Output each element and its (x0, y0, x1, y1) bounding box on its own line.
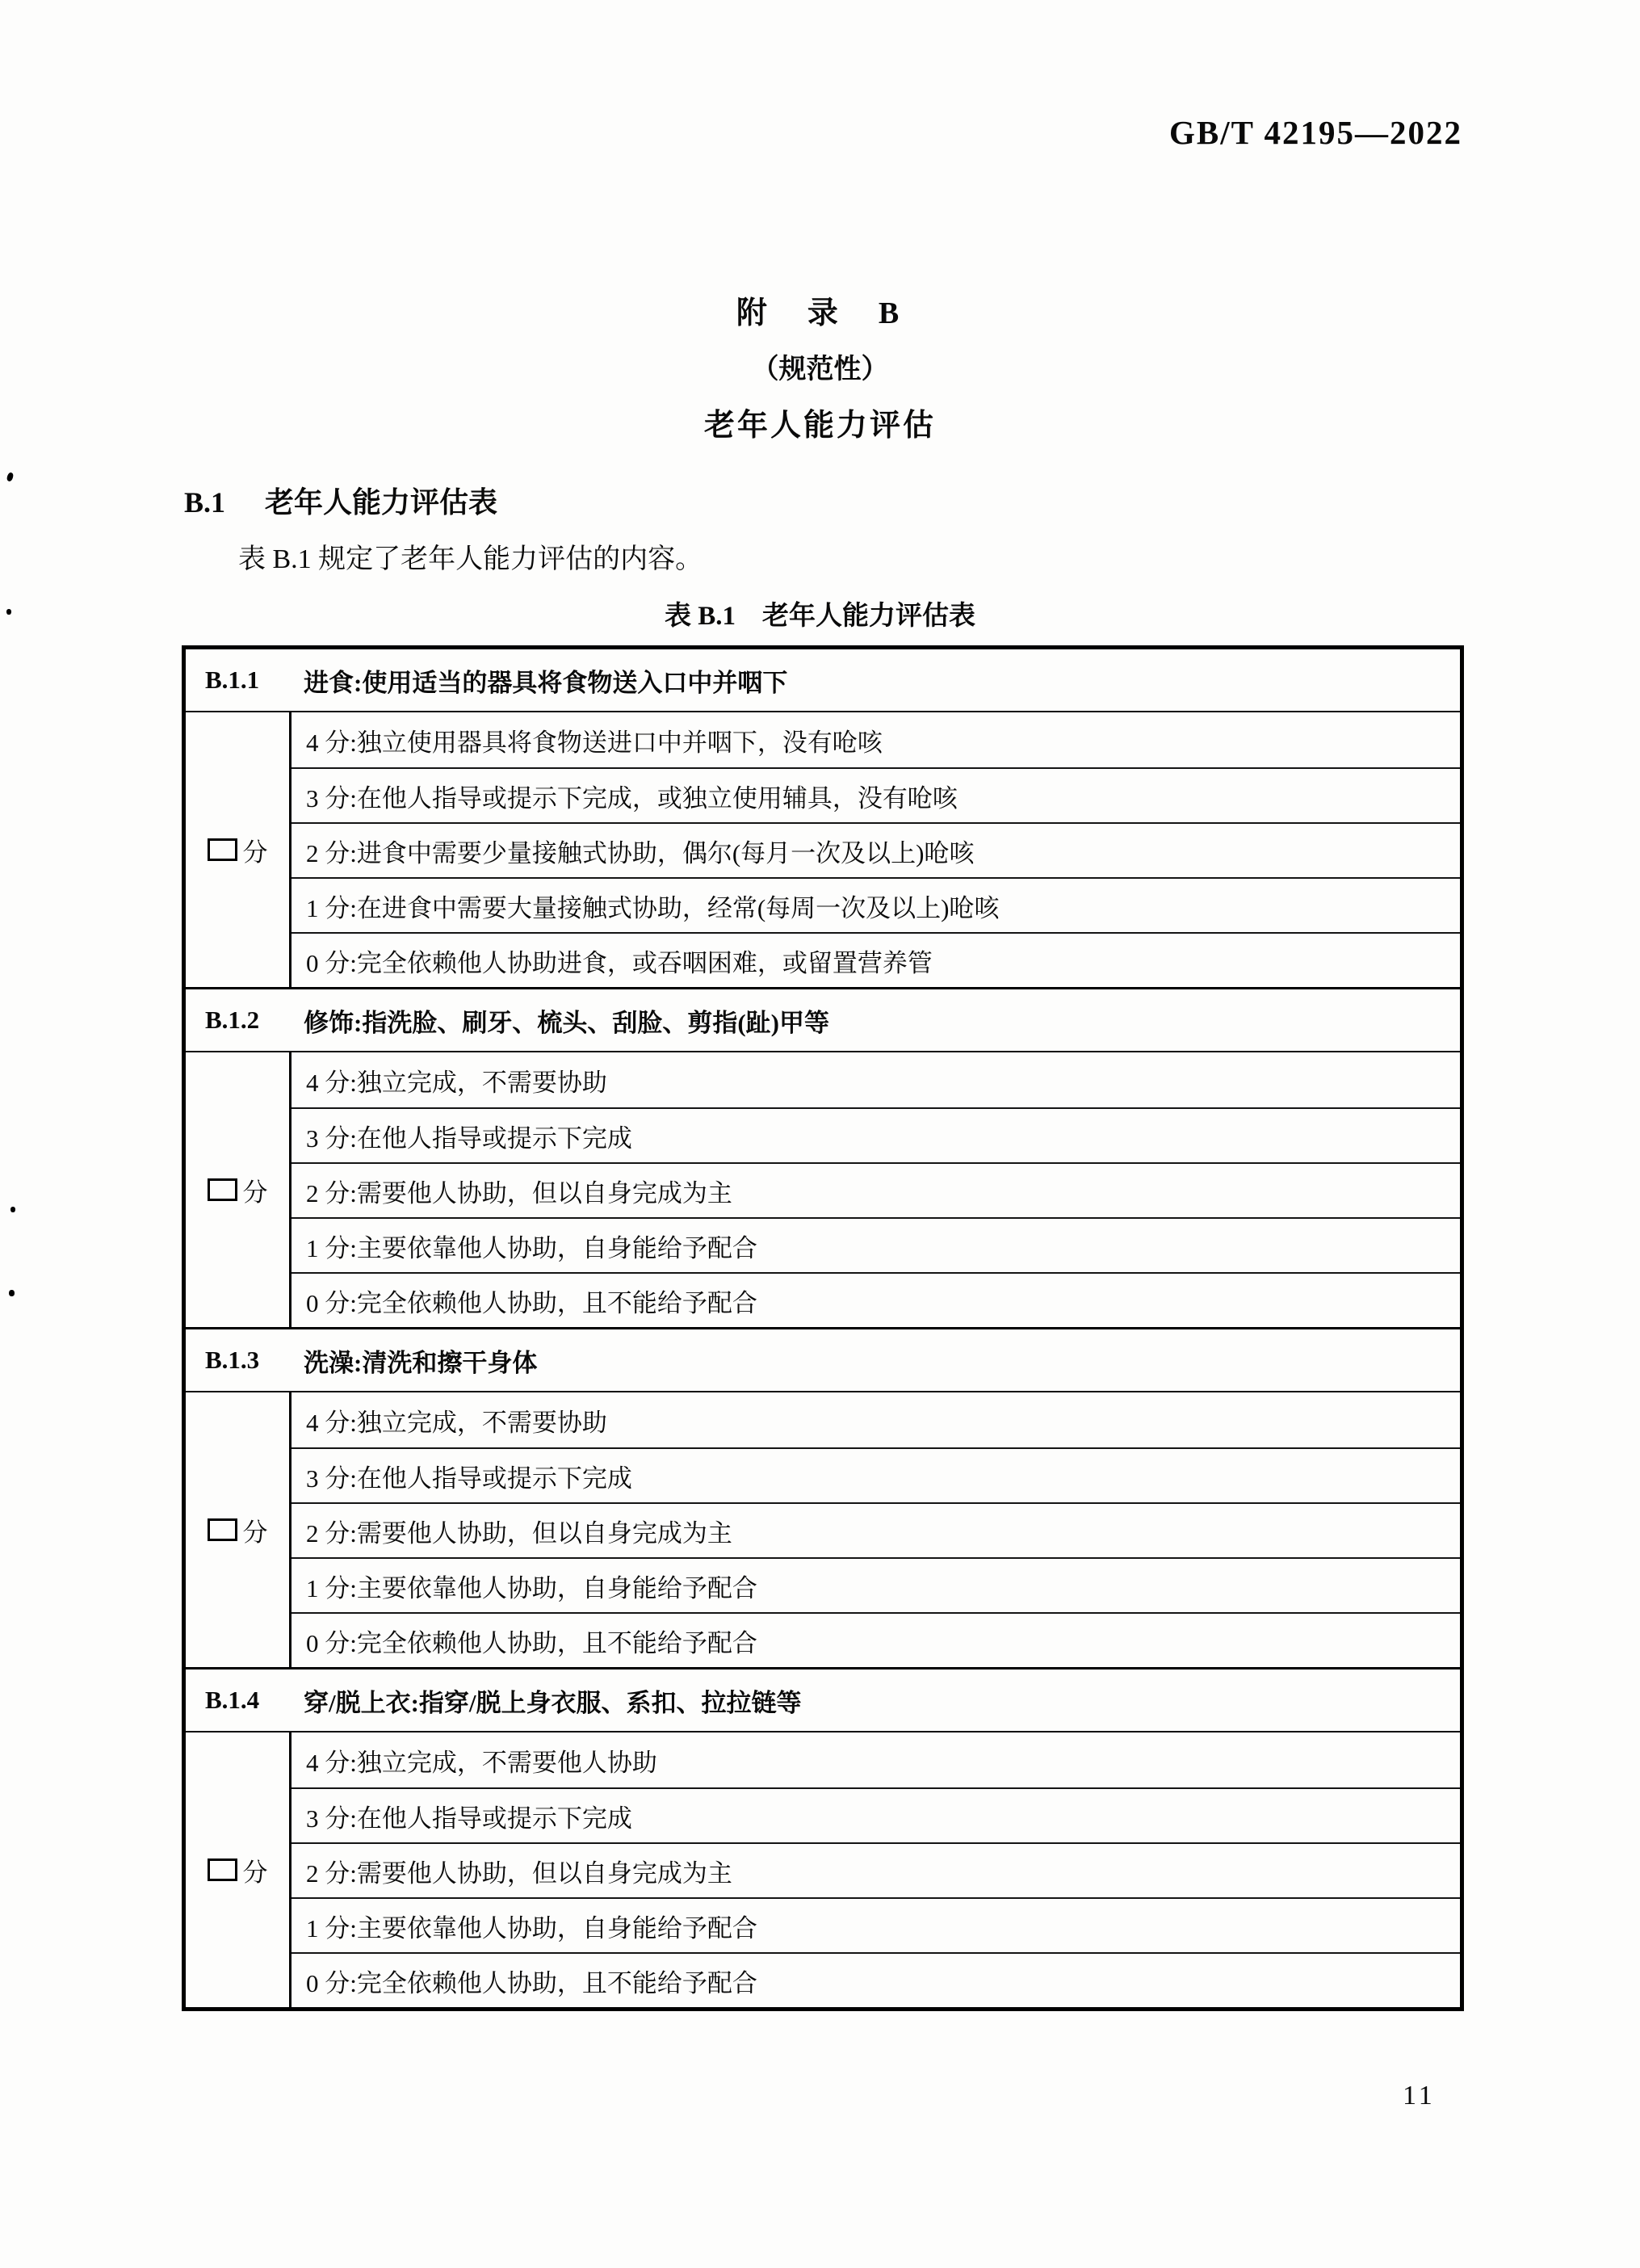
item-row (292, 1447, 1460, 1502)
section-header-row (186, 989, 1460, 1052)
appendix-normative-label: （规范性） (751, 355, 889, 384)
table-section (186, 1667, 1460, 2007)
item-text: 2 分:进食中需要少量接触式协助，偶尔(每月一次及以上)呛咳 (306, 838, 975, 867)
score-cell (186, 1392, 292, 1667)
item-text: 2 分:需要他人协助，但以自身完成为主 (306, 1858, 732, 1888)
score-suffix: 分 (242, 1858, 268, 1887)
item-row (292, 1612, 1460, 1667)
section-body (186, 1732, 1460, 2007)
section-heading-number: B.1 (184, 486, 226, 519)
item-text: 3 分:在他人指导或提示下完成 (306, 1804, 632, 1833)
score-suffix: 分 (242, 1518, 268, 1547)
page-number: 11 (1403, 2081, 1436, 2110)
item-text: 2 分:需要他人协助，但以自身完成为主 (306, 1178, 732, 1208)
item-text: 4 分:独立完成，不需要他人协助 (306, 1748, 657, 1777)
item-text: 1 分:在进食中需要大量接触式协助，经常(每周一次及以上)呛咳 (306, 893, 1000, 922)
section-body (186, 1392, 1460, 1667)
appendix-title-block (0, 288, 1640, 444)
table-caption: 表 B.1 老年人能力评估表 (664, 602, 975, 631)
score-checkbox-icon (208, 838, 237, 861)
item-row (292, 1952, 1460, 2007)
section-title: 洗澡:清洗和擦干身体 (304, 1348, 538, 1377)
section-title: 修饰:指洗脸、刷牙、梳头、刮脸、剪指(趾)甲等 (304, 1008, 829, 1037)
section-heading (184, 480, 497, 521)
score-suffix: 分 (242, 1178, 268, 1207)
doc-number: GB/T 42195—2022 (1169, 114, 1462, 151)
score-cell (186, 1732, 292, 2007)
score-checkbox-icon (208, 1858, 237, 1881)
section-id: B.1.3 (205, 1346, 260, 1374)
item-row (292, 1787, 1460, 1842)
score-suffix: 分 (242, 838, 268, 867)
section-items (292, 1732, 1460, 2007)
table-section (186, 649, 1460, 987)
scan-speck (6, 472, 14, 482)
item-row (292, 877, 1460, 932)
item-row (292, 1842, 1460, 1897)
item-text: 1 分:主要依靠他人协助，自身能给予配合 (306, 1573, 757, 1602)
appendix-title: 附 录 B (736, 296, 904, 330)
section-id: B.1.2 (205, 1006, 260, 1034)
item-row (292, 1272, 1460, 1327)
item-row (292, 822, 1460, 877)
section-intro: 表 B.1 规定了老年人能力评估的内容。 (238, 544, 703, 574)
table-section (186, 987, 1460, 1327)
score-checkbox-icon (208, 1178, 237, 1201)
score-checkbox-icon (208, 1518, 237, 1541)
item-text: 0 分:完全依赖他人协助进食，或吞咽困难，或留置营养管 (306, 948, 933, 977)
item-row (292, 712, 1460, 767)
item-text: 3 分:在他人指导或提示下完成 (306, 1124, 632, 1153)
item-row (292, 1897, 1460, 1952)
item-row (292, 1732, 1460, 1787)
item-row (292, 932, 1460, 987)
item-text: 4 分:独立完成，不需要协助 (306, 1068, 607, 1097)
section-items (292, 1392, 1460, 1667)
item-row (292, 1502, 1460, 1557)
item-text: 4 分:独立使用器具将食物送进口中并咽下，没有呛咳 (306, 728, 883, 757)
section-id: B.1.4 (205, 1686, 260, 1714)
item-text: 3 分:在他人指导或提示下完成 (306, 1464, 632, 1493)
item-row (292, 1392, 1460, 1447)
item-text: 1 分:主要依靠他人协助，自身能给予配合 (306, 1233, 757, 1262)
scan-speck (10, 1207, 15, 1212)
item-row (292, 1162, 1460, 1217)
section-items (292, 1052, 1460, 1327)
item-row (292, 1107, 1460, 1162)
item-text: 0 分:完全依赖他人协助，且不能给予配合 (306, 1968, 757, 1997)
section-body (186, 1052, 1460, 1327)
section-title: 进食:使用适当的器具将食物送入口中并咽下 (304, 668, 788, 697)
appendix-subject: 老年人能力评估 (703, 409, 936, 443)
section-body (186, 712, 1460, 987)
item-text: 4 分:独立完成，不需要协助 (306, 1408, 607, 1437)
score-cell (186, 1052, 292, 1327)
section-header-row (186, 1329, 1460, 1392)
assessment-table (182, 645, 1464, 2011)
score-cell (186, 712, 292, 987)
section-items (292, 712, 1460, 987)
item-text: 1 分:主要依靠他人协助，自身能给予配合 (306, 1913, 757, 1942)
scan-speck (6, 609, 11, 615)
item-row (292, 1557, 1460, 1612)
item-text: 0 分:完全依赖他人协助，且不能给予配合 (306, 1288, 757, 1317)
section-heading-title: 老年人能力评估表 (265, 486, 498, 519)
item-row (292, 767, 1460, 822)
item-text: 2 分:需要他人协助，但以自身完成为主 (306, 1518, 732, 1548)
scan-speck (9, 1290, 15, 1296)
item-text: 3 分:在他人指导或提示下完成，或独立使用辅具，没有呛咳 (306, 783, 958, 813)
item-row (292, 1052, 1460, 1107)
item-row (292, 1217, 1460, 1272)
section-id: B.1.1 (205, 666, 260, 694)
section-header-row (186, 649, 1460, 712)
section-title: 穿/脱上衣:指穿/脱上身衣服、系扣、拉拉链等 (304, 1688, 802, 1717)
item-text: 0 分:完全依赖他人协助，且不能给予配合 (306, 1628, 757, 1657)
table-section (186, 1327, 1460, 1667)
section-header-row (186, 1670, 1460, 1732)
